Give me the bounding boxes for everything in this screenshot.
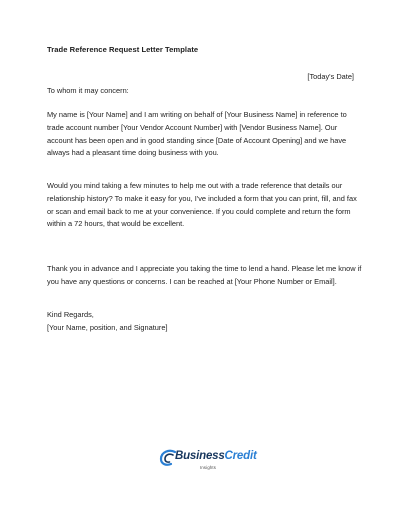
letter-greeting: To whom it may concern: (47, 86, 129, 95)
paragraph-line: My name is [Your Name] and I am writing on behalf of [Your Business Name] in reference to (47, 110, 347, 119)
logo-tagline: Insights (200, 465, 217, 470)
paragraph-line: trade account number [Your Vendor Account Number] with [Vendor Business Name]. Our (47, 122, 338, 132)
paragraph-thanks (47, 263, 367, 289)
logo-word-credit: Credit (224, 450, 257, 462)
paragraph-line: account has been open and in good standing since [Date of Account Opening] and we have (47, 135, 347, 145)
paragraph-request (47, 180, 367, 231)
document-title: Trade Reference Request Letter Template (47, 45, 199, 54)
logo-wordmark (175, 450, 257, 462)
signature-line: [Your Name, position, and Signature] (47, 322, 168, 332)
business-credit-logo (158, 446, 257, 476)
paragraph-line: Would you mind taking a few minutes to help me out with a trade reference that details our (47, 181, 343, 190)
closing-line: Kind Regards, (47, 310, 94, 319)
paragraph-line: Thank you in advance and I appreciate you taking the time to lend a hand. Please let me know if (47, 264, 362, 273)
paragraph-line: you have any questions or concerns. I can be reached at [Your Phone Number or Email]. (47, 276, 337, 286)
letter-date: [Today's Date] (307, 72, 354, 81)
paragraph-line: or scan and email back to me at your convenience. If you could complete and return the form (47, 206, 351, 216)
paragraph-line: always had a pleasant time doing business with you. (47, 148, 219, 158)
paragraph-intro (47, 109, 367, 160)
paragraph-line: within a 72 hours, that would be excellent. (47, 219, 185, 229)
letter-closing (47, 309, 367, 335)
paragraph-line: relationship history? To make it easy for you, I've included a form that you can print, fill, and fax (47, 193, 357, 203)
logo-word-business: Business (175, 450, 225, 462)
